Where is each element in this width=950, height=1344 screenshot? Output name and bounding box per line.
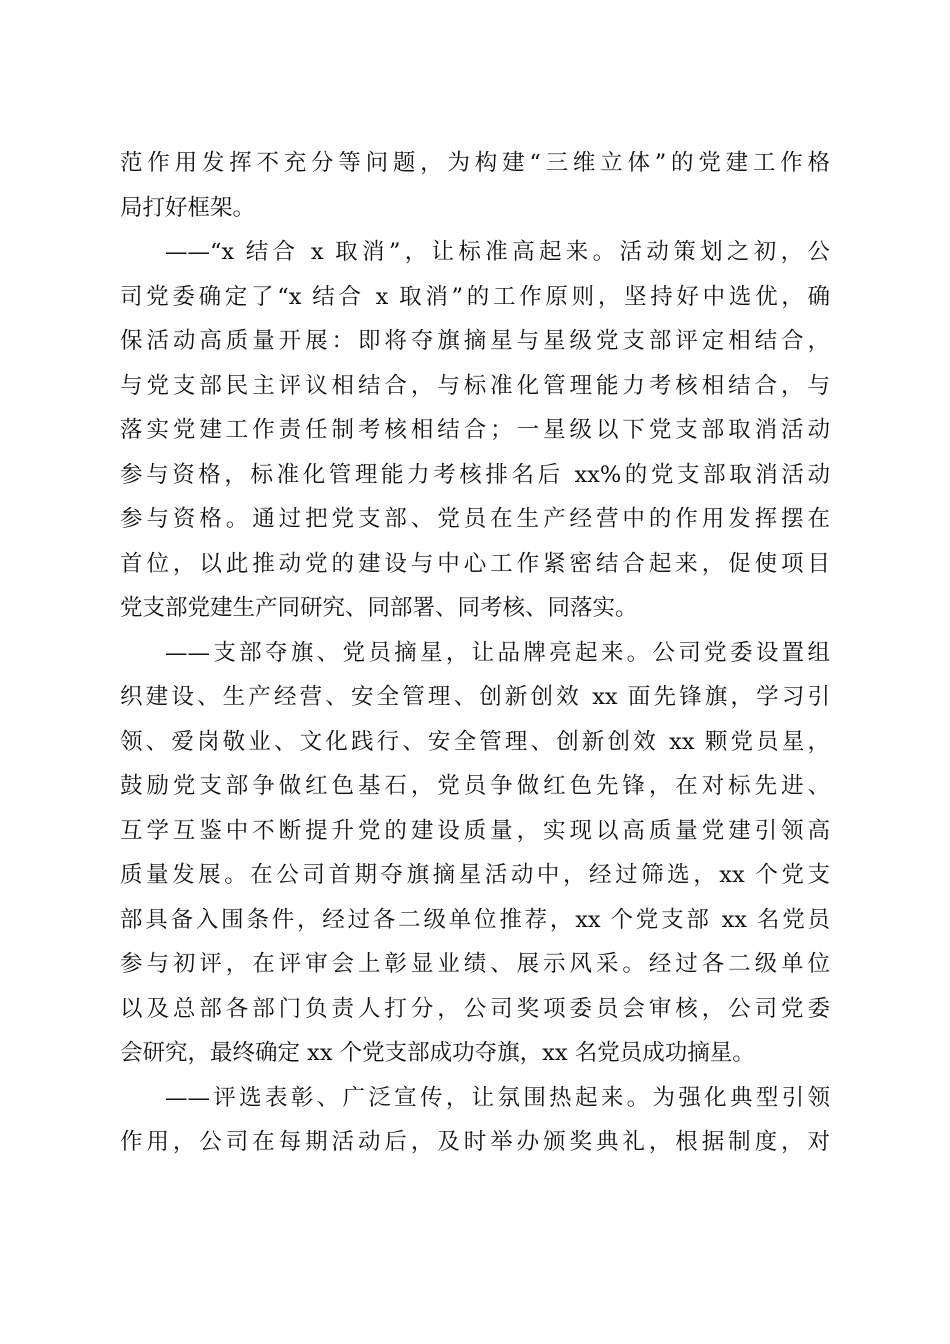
text-line: 与党支部民主评议相结合，与标准化管理能力考核相结合，与 <box>120 372 830 399</box>
paragraph-4 <box>120 1076 830 1165</box>
paragraph-1 <box>120 141 830 230</box>
text-line: 质量发展。在公司首期夺旗摘星活动中，经过筛选，xx 个党支 <box>120 862 830 888</box>
text-line: 落实党建工作责任制考核相结合；一星级以下党支部取消活动 <box>120 417 830 443</box>
text-line: 局打好框架。 <box>120 194 256 221</box>
text-line: 党支部党建生产同研究、同部署、同考核、同落实。 <box>120 595 638 621</box>
text-line: 织建设、生产经营、安全管理、创新创效 xx 面先锋旗，学习引 <box>120 684 830 710</box>
text-line: 部具备入围条件，经过各二级单位推荐，xx 个党支部 xx 名党员 <box>120 906 830 933</box>
text-line: 会研究，最终确定 xx 个党支部成功夺旗，xx 名党员成功摘星。 <box>120 1040 755 1066</box>
text-line: 鼓励党支部争做红色基石，党员争做红色先锋，在对标先进、 <box>120 773 830 799</box>
text-line: 领、爱岗敬业、文化践行、安全管理、创新创效 xx 颗党员星， <box>120 728 830 755</box>
text-line: 以及总部各部门负责人打分，公司奖项委员会审核，公司党委 <box>120 995 830 1022</box>
paragraph-3 <box>120 631 830 1076</box>
text-line: 互学互鉴中不断提升党的建设质量，实现以高质量党建引领高 <box>120 817 830 844</box>
text-line: ——支部夺旗、党员摘星，让品牌亮起来。公司党委设置组 <box>165 639 830 666</box>
paragraph-2 <box>120 230 830 631</box>
text-line: ——评选表彰、广泛宣传，让氛围热起来。为强化典型引领 <box>165 1084 830 1111</box>
text-line: 司党委确定了“x 结合 x 取消”的工作原则，坚持好中选优，确 <box>120 283 830 310</box>
text-line: 参与资格，标准化管理能力考核排名后 xx%的党支部取消活动 <box>120 461 830 488</box>
text-line: 范作用发挥不充分等问题，为构建“三维立体”的党建工作格 <box>120 150 830 176</box>
text-line: 参与初评，在评审会上彰显业绩、展示风采。经过各二级单位 <box>120 951 830 977</box>
text-line: 参与资格。通过把党支部、党员在生产经营中的作用发挥摆在 <box>120 506 830 532</box>
text-line: ——“x 结合 x 取消”，让标准高起来。活动策划之初，公 <box>165 239 830 265</box>
text-line: 首位，以此推动党的建设与中心工作紧密结合起来，促使项目 <box>120 550 830 577</box>
text-line: 作用，公司在每期活动后，及时举办颁奖典礼，根据制度，对 <box>120 1129 830 1155</box>
document-body <box>120 141 830 1165</box>
text-line: 保活动高质量开展：即将夺旗摘星与星级党支部评定相结合， <box>120 328 830 354</box>
